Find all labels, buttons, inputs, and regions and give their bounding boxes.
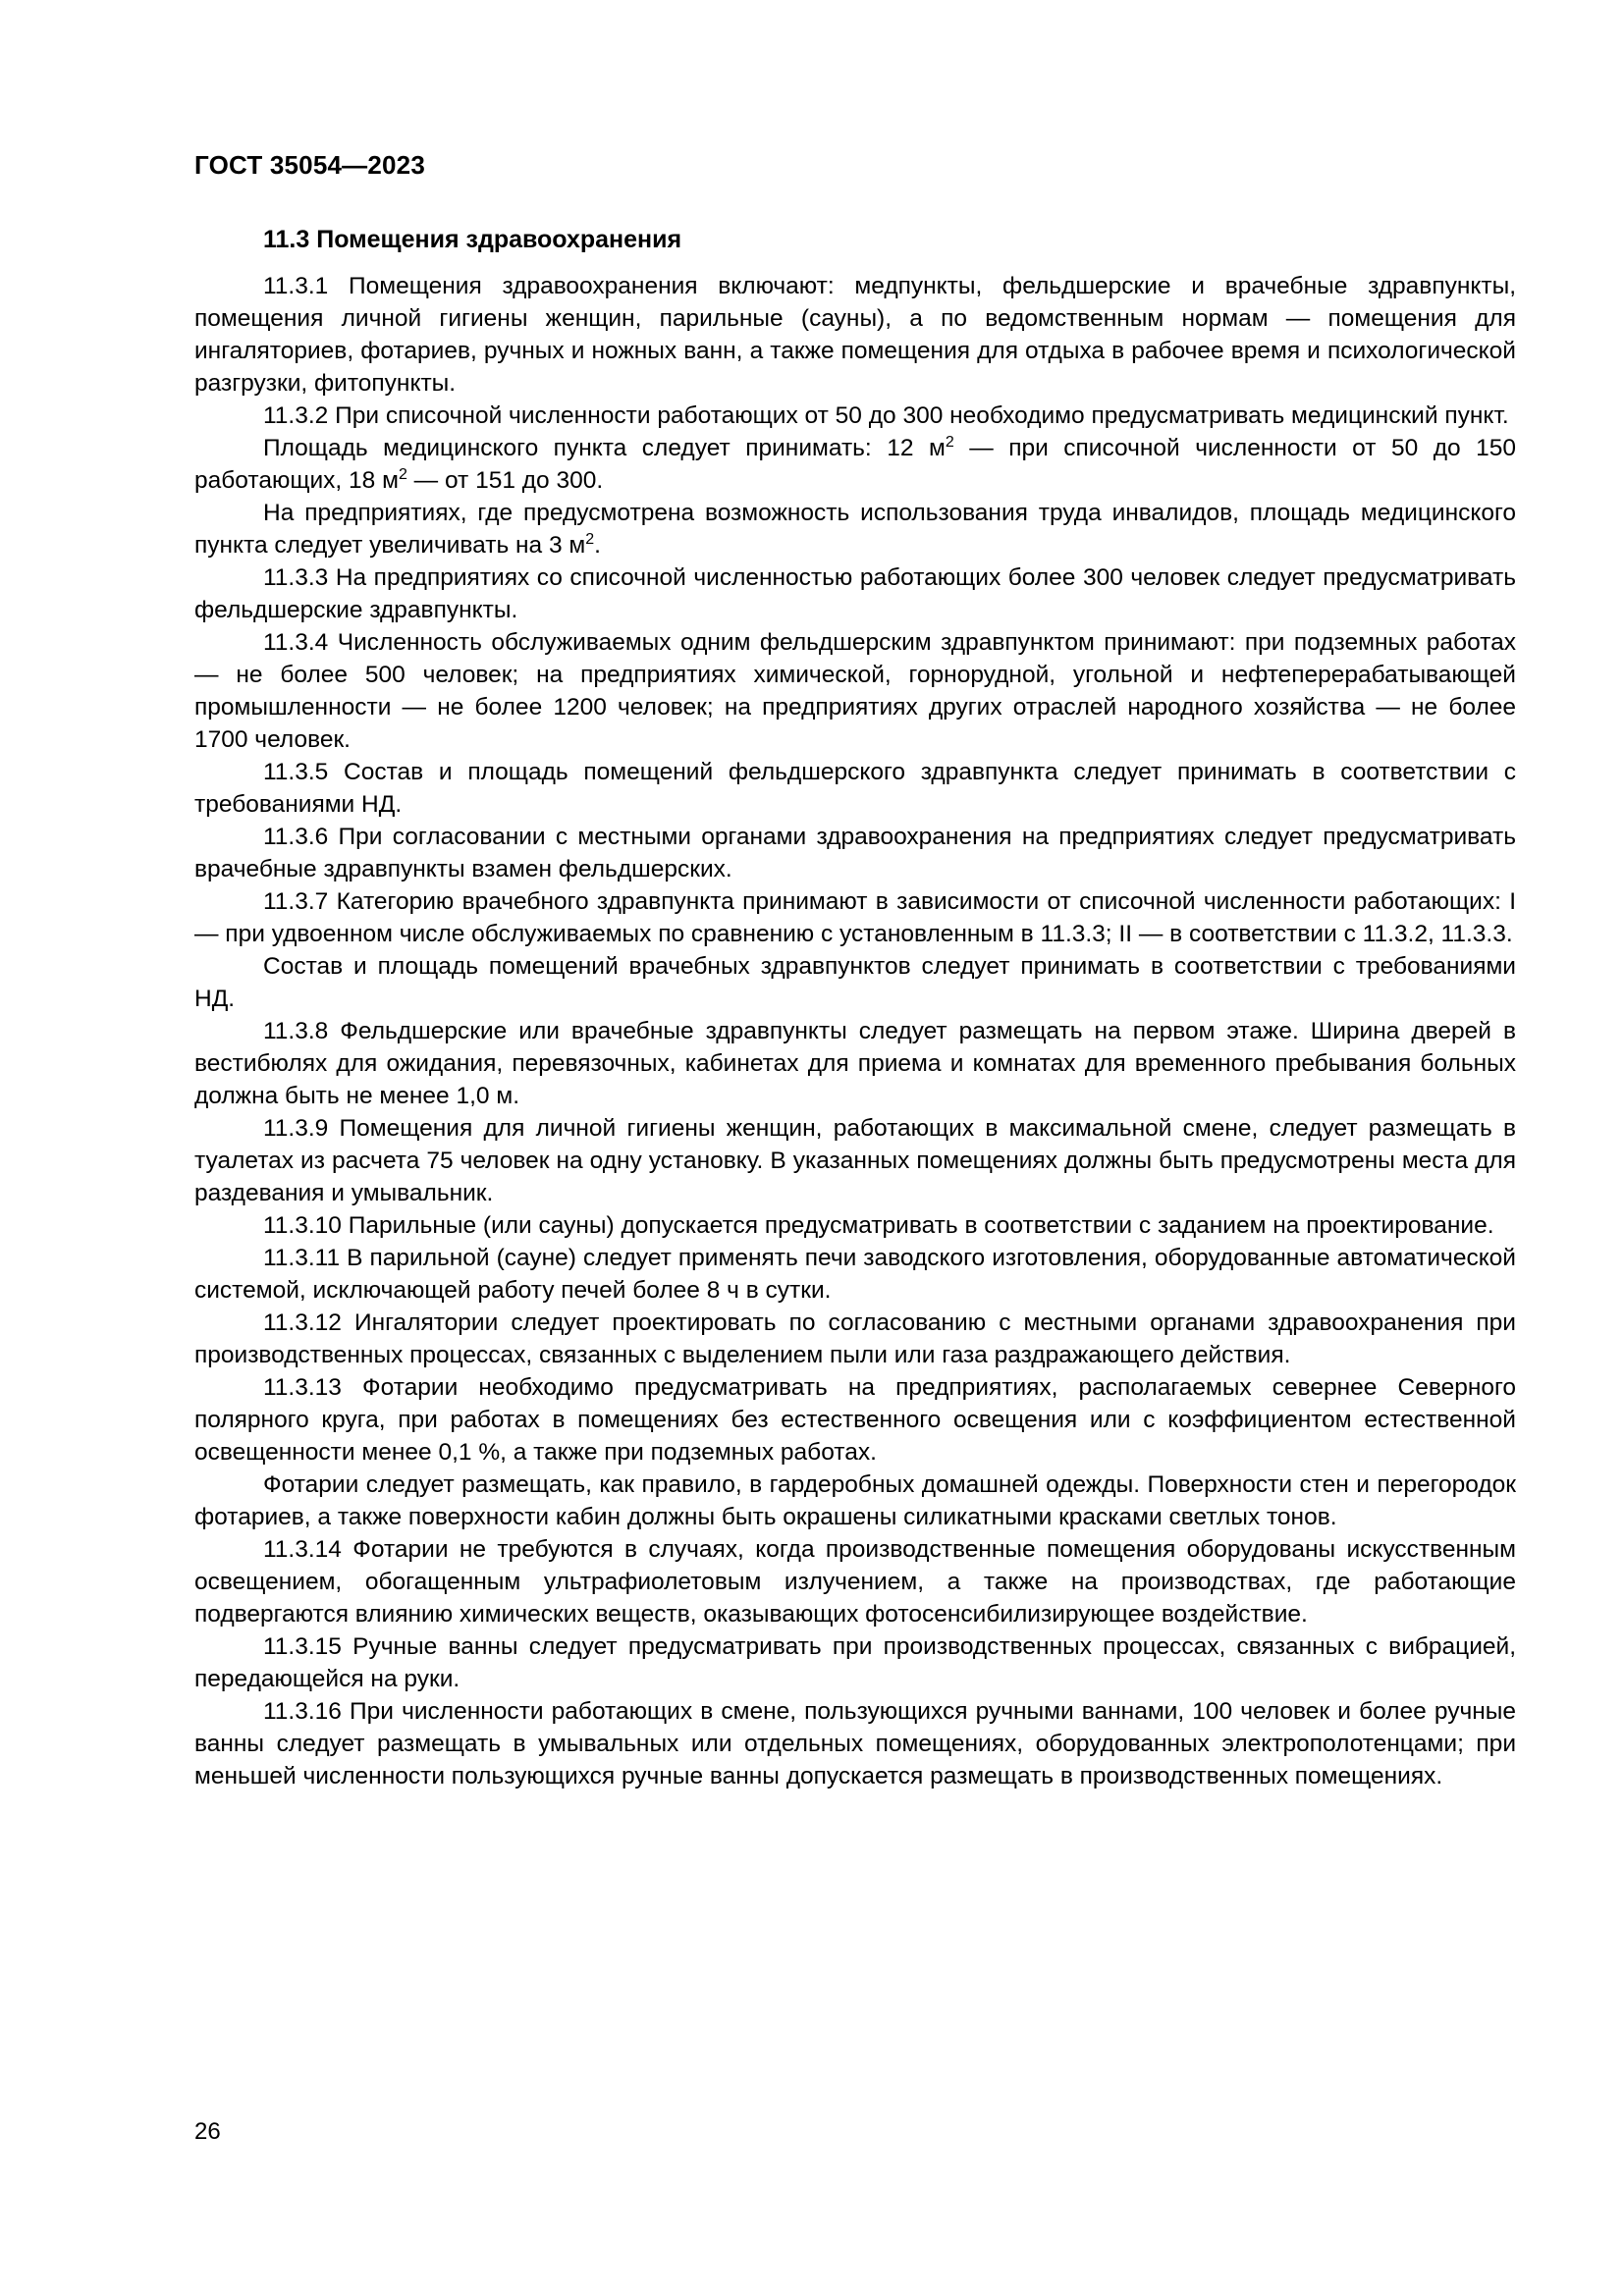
paragraph-11-3-1: 11.3.1 Помещения здравоохранения включают: медпункты, фельдшерские и врачебные здравпункты, помещения личной гигиены женщин, парильные (сауны), а по ведомственным нормам — помещения для ингаляториев, фотариев, ручных и ножных ванн, а также помещения для отдыха в рабочее время и психологической разгрузки, фитопункты.	[194, 273, 1516, 397]
superscript: 2	[945, 434, 954, 451]
section-title: 11.3 Помещения здравоохранения	[263, 226, 682, 253]
paragraph-11-3-15: 11.3.15 Ручные ванны следует предусматривать при производственных процессах, связанных с вибрацией, передающейся на руки.	[194, 1633, 1516, 1692]
paragraph-11-3-14: 11.3.14 Фотарии не требуются в случаях, когда производственные помещения оборудованы искусственным освещением, обогащенным ультрафиолетовым излучением, а также на производствах, где работающие подвергаются влиянию химических веществ, оказывающих фотосенсибилизирующее воздействие.	[194, 1536, 1516, 1628]
paragraph-11-3-16: 11.3.16 При численности работающих в смене, пользующихся ручными ваннами, 100 человек и более ручные ванны следует размещать в умывальных или отдельных помещениях, оборудованных электрополотенцами; при меньшей численности пользующихся ручные ванны допускается размещать в производственных помещениях.	[194, 1698, 1516, 1789]
paragraph-11-3-9: 11.3.9 Помещения для личной гигиены женщин, работающих в максимальной смене, следует размещать в туалетах из расчета 75 человек на одну установку. В указанных помещениях должны быть предусмотрены места для раздевания и умывальник.	[194, 1115, 1516, 1206]
document-body	[194, 224, 1516, 1792]
paragraph-medpoint-area: Площадь медицинского пункта следует принимать: 12 $м^2$ — при списочной численности от 50 до 150 работающих, 18 $м^2$ — от 151 до 300.	[194, 434, 1516, 494]
paragraph-doctor-point-area: Состав и площадь помещений врачебных здравпунктов следует принимать в соответствии с требованиями НД.	[194, 953, 1516, 1012]
paragraph-11-3-8: 11.3.8 Фельдшерские или врачебные здравпункты следует размещать на первом этаже. Ширина дверей в вестибюлях для ожидания, перевязочных, кабинетах для приема и комнатах для временного пребывания больных должна быть не менее 1,0 м.	[194, 1018, 1516, 1109]
page-number: 26	[194, 2118, 221, 2145]
document-header: ГОСТ 35054—2023	[194, 150, 425, 180]
paragraph-11-3-12: 11.3.12 Ингалятории следует проектировать по согласованию с местными органами здравоохранения при производственных процессах, связанных с выделением пыли или газа раздражающего действия.	[194, 1309, 1516, 1368]
paragraph-11-3-6: 11.3.6 При согласовании с местными органами здравоохранения на предприятиях следует предусматривать врачебные здравпункты взамен фельдшерских.	[194, 824, 1516, 882]
paragraph-11-3-5: 11.3.5 Состав и площадь помещений фельдшерского здравпункта следует принимать в соответствии с требованиями НД.	[194, 759, 1516, 818]
paragraph-11-3-13: 11.3.13 Фотарии необходимо предусматривать на предприятиях, располагаемых севернее Северного полярного круга, при работах в помещениях без естественного освещения или с коэффициентом естественной освещенности менее 0,1 %, а также при подземных работах.	[194, 1374, 1516, 1466]
paragraph-11-3-7: 11.3.7 Категорию врачебного здравпункта принимают в зависимости от списочной численности работающих: I — при удвоенном числе обслуживаемых по сравнению с установленным в 11.3.3; II — в соответствии с 11.3.2, 11.3.3.	[194, 888, 1516, 947]
paragraph-11-3-3: 11.3.3 На предприятиях со списочной численностью работающих более 300 человек следует предусматривать фельдшерские здравпункты.	[194, 564, 1516, 623]
paragraph-11-3-2: 11.3.2 При списочной численности работающих от 50 до 300 необходимо предусматривать медицинский пункт.	[263, 402, 1509, 429]
paragraph-photaria-placement: Фотарии следует размещать, как правило, в гардеробных домашней одежды. Поверхности стен и перегородок фотариев, а также поверхности кабин должны быть окрашены силикатными красками светлых тонов.	[194, 1471, 1516, 1530]
paragraph-disabled-workers: На предприятиях, где предусмотрена возможность использования труда инвалидов, площадь медицинского пункта следует увеличивать на 3 $м^2$.	[194, 500, 1516, 559]
superscript: 2	[398, 466, 407, 483]
paragraph-11-3-10: 11.3.10 Парильные (или сауны) допускается предусматривать в соответствии с заданием на проектирование.	[263, 1212, 1494, 1239]
paragraph-11-3-11: 11.3.11 В парильной (сауне) следует применять печи заводского изготовления, оборудованные автоматической системой, исключающей работу печей более 8 ч в сутки.	[194, 1245, 1516, 1304]
paragraph-11-3-4: 11.3.4 Численность обслуживаемых одним фельдшерским здравпунктом принимают: при подземных работах — не более 500 человек; на предприятиях химической, горнорудной, угольной и нефтеперерабатывающей промышленности — не более 1200 человек; на предприятиях других отраслей народного хозяйства — не более 1700 человек.	[194, 629, 1516, 753]
superscript: 2	[585, 531, 595, 548]
